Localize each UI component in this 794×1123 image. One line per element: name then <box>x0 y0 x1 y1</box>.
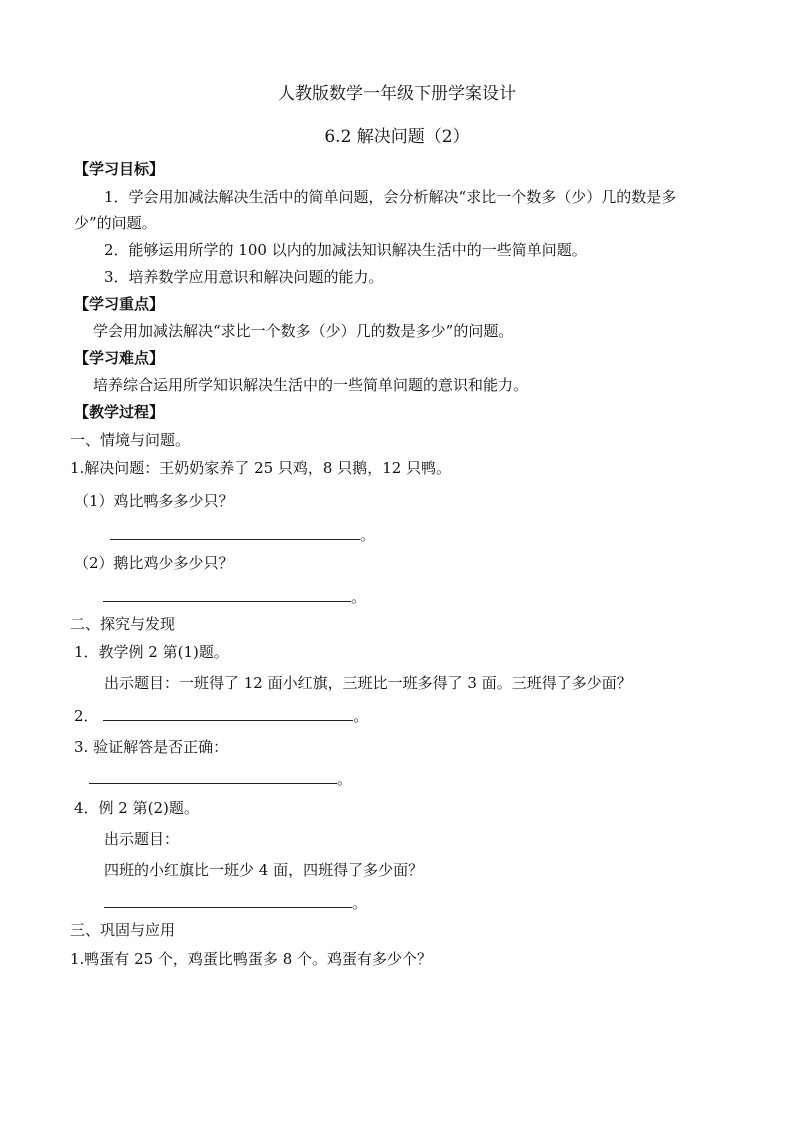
key-points-text: 学会用加减法解决“求比一个数多（少）几的数是多少”的问题。 <box>93 322 514 340</box>
key-points-heading: 【学习重点】 <box>74 295 165 313</box>
difficulties-text: 培养综合运用所学知识解决生活中的一些简单问题的意识和能力。 <box>93 376 529 394</box>
answer-blank <box>103 586 351 602</box>
answer-line-q1 <box>110 524 375 545</box>
answer-line-item-4 <box>104 892 367 913</box>
document-subtitle: 6.2 解决问题（2） <box>324 127 470 147</box>
answer-line-item-3 <box>89 768 352 789</box>
objective-1-line-2: 少”的问题。 <box>74 214 157 232</box>
objectives-heading: 【学习目标】 <box>74 160 165 178</box>
answer-blank <box>89 768 337 784</box>
objective-1-line-1: 1．学会用加减法解决生活中的简单问题，会分析解决“求比一个数多（少）几的数是多 <box>104 188 677 206</box>
section-3-title: 三、巩固与应用 <box>70 921 176 939</box>
item-2-label: 2． <box>74 707 99 725</box>
section-2-item-1-prompt: 出示题目：一班得了 12 面小红旗，三班比一班多得了 3 面。三班得了多少面？ <box>104 674 632 692</box>
section-2-item-4-prompt: 四班的小红旗比一班少 4 面，四班得了多少面？ <box>104 861 424 879</box>
section-1-problem: 1.解决问题：王奶奶家养了 25 只鸡，8 只鹅，12 只鸭。 <box>70 459 452 477</box>
document-title: 人教版数学一年级下册学案设计 <box>278 84 516 104</box>
question-2: （2）鹅比鸡少多少只？ <box>74 554 234 572</box>
difficulties-heading: 【学习难点】 <box>74 349 165 367</box>
question-1: （1）鸡比鸭多多少只？ <box>74 492 234 510</box>
period: 。 <box>352 894 368 912</box>
section-2-item-4: 4．例 2 第(2)题。 <box>74 799 199 817</box>
objective-2: 2．能够运用所学的 100 以内的加减法知识解决生活中的一些简单问题。 <box>104 241 587 259</box>
answer-blank <box>103 705 353 721</box>
section-2-title: 二、探究与发现 <box>70 615 176 633</box>
period: 。 <box>337 770 353 788</box>
answer-blank <box>110 524 360 540</box>
answer-blank <box>104 892 352 908</box>
process-heading: 【教学过程】 <box>74 403 165 421</box>
section-2-item-2 <box>74 705 368 726</box>
period: 。 <box>353 707 369 725</box>
period: 。 <box>351 588 367 606</box>
period: 。 <box>360 526 376 544</box>
section-1-title: 一、情境与问题。 <box>70 431 191 449</box>
section-2-item-4-prompt-label: 出示题目： <box>104 830 180 848</box>
answer-line-q2 <box>103 586 366 607</box>
section-3-item-1: 1.鸭蛋有 25 个，鸡蛋比鸭蛋多 8 个。鸡蛋有多少个？ <box>70 950 433 968</box>
objective-3: 3．培养数学应用意识和解决问题的能力。 <box>104 268 384 286</box>
section-2-item-1: 1．教学例 2 第(1)题。 <box>74 643 229 661</box>
section-2-item-3: 3. 验证解答是否正确： <box>74 738 229 756</box>
